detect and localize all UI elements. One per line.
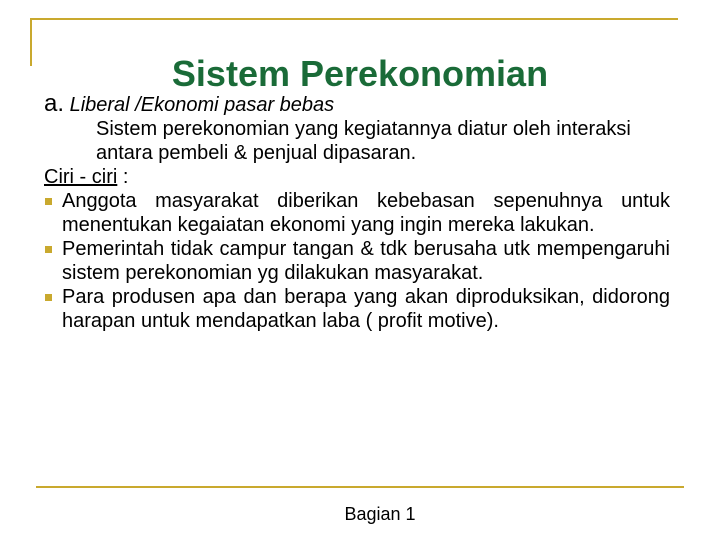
section-definition: Sistem perekonomian yang kegiatannya diatur oleh interaksi antara pembeli & penjual dipasaran. <box>96 118 631 164</box>
ciri-list <box>44 189 670 333</box>
ciri-label: Ciri - ciri <box>44 166 118 188</box>
slide-title: Sistem Perekonomian <box>171 53 549 95</box>
list-item <box>44 189 670 237</box>
slide-footer: Bagian 1 <box>344 504 416 524</box>
ciri-heading <box>44 165 670 189</box>
list-item <box>44 285 670 333</box>
bottom-divider <box>36 486 684 488</box>
section-heading-text: Liberal /Ekonomi pasar bebas <box>69 94 335 116</box>
slide-content <box>44 92 670 333</box>
list-item <box>44 237 670 285</box>
square-bullet-icon <box>45 198 52 205</box>
section-letter: a. <box>44 90 65 117</box>
top-divider <box>30 18 678 20</box>
list-item-text: Para produsen apa dan berapa yang akan diproduksikan, didorong harapan untuk mendapatkan laba ( profit motive). <box>62 286 670 332</box>
list-item-text: Pemerintah tidak campur tangan & tdk berusaha utk mempengaruhi sistem perekonomian yg dilakukan masyarakat. <box>62 238 670 284</box>
ciri-suffix: : <box>117 166 129 188</box>
square-bullet-icon <box>45 294 52 301</box>
section-heading <box>44 92 670 117</box>
list-item-text: Anggota masyarakat diberikan kebebasan sepenuhnya untuk menentukan kegaiatan ekonomi yang ingin mereka lakukan. <box>62 190 670 236</box>
square-bullet-icon <box>45 246 52 253</box>
